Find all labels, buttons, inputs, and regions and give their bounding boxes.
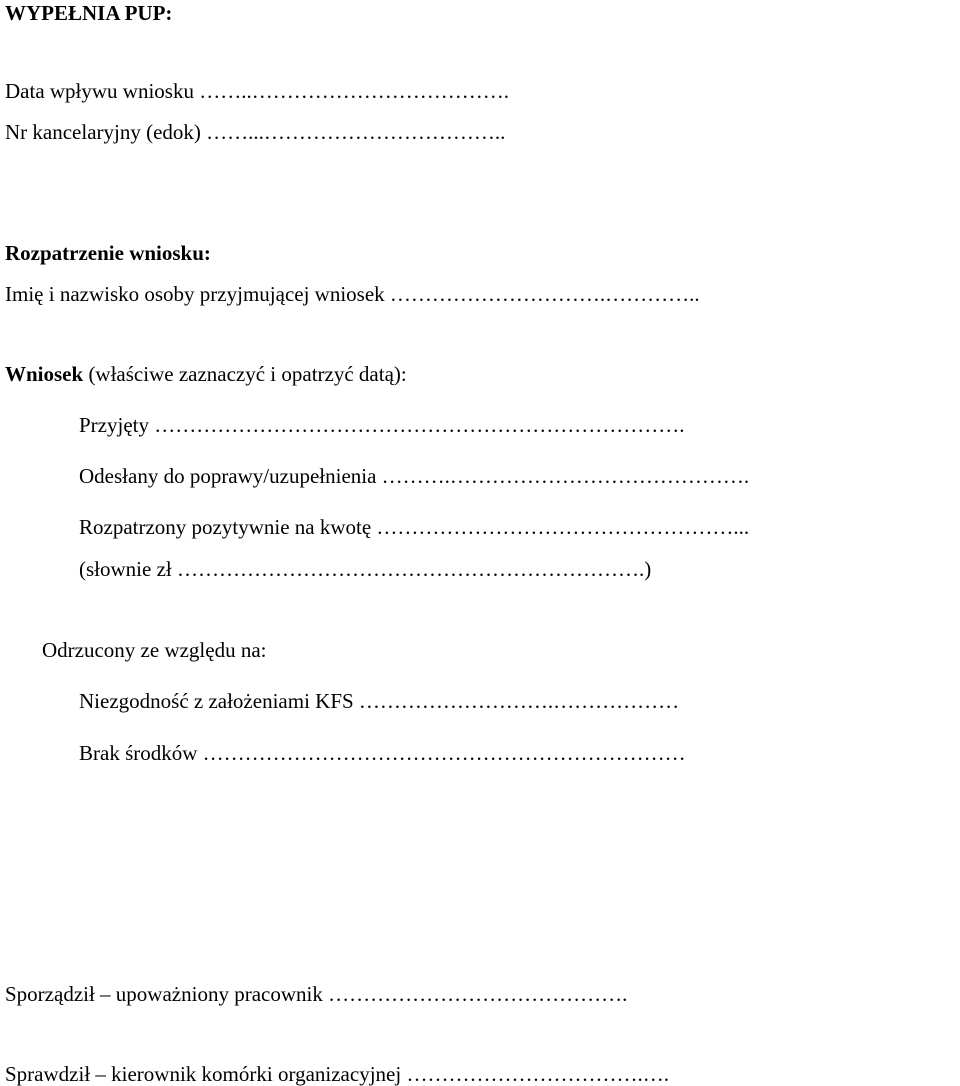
accepted-row bbox=[79, 413, 684, 437]
no-funds-row bbox=[79, 741, 686, 765]
receiver-name-row bbox=[5, 282, 700, 306]
review-title-text: Rozpatrzenie wniosku: bbox=[5, 241, 211, 265]
office-number-label: Nr kancelaryjny (edok) bbox=[5, 120, 201, 144]
office-number-row bbox=[5, 120, 505, 144]
amount-in-words-field[interactable]: ………………………………………………………….) bbox=[176, 557, 652, 581]
approved-row bbox=[79, 515, 749, 539]
office-number-field[interactable]: ……...…………………………….. bbox=[206, 120, 506, 144]
receiver-name-label: Imię i nazwisko osoby przyjmującej wniosek bbox=[5, 282, 385, 306]
rejected-heading-text: Odrzucony ze względu na: bbox=[42, 638, 267, 662]
receiver-name-field[interactable]: ………………………….………….. bbox=[389, 282, 700, 306]
rejected-heading bbox=[42, 638, 267, 662]
amount-in-words-label: (słownie zł bbox=[79, 557, 172, 581]
review-section-title bbox=[5, 241, 211, 265]
prepared-by-row bbox=[5, 982, 627, 1006]
returned-row bbox=[79, 464, 749, 488]
checked-by-label: Sprawdził – kierownik komórki organizacyjnej bbox=[5, 1062, 402, 1086]
returned-field[interactable]: ……….……………………………………. bbox=[381, 464, 750, 488]
mismatch-label: Niezgodność z założeniami KFS bbox=[79, 689, 354, 713]
approved-label: Rozpatrzony pozytywnie na kwotę bbox=[79, 515, 372, 539]
accepted-label: Przyjęty bbox=[79, 413, 149, 437]
prepared-by-label: Sporządził – upoważniony pracownik bbox=[5, 982, 323, 1006]
approved-amount-field[interactable]: ……………………………………………... bbox=[376, 515, 750, 539]
checked-by-field[interactable]: …………………………….…. bbox=[406, 1062, 669, 1086]
decision-heading-bold: Wniosek bbox=[5, 362, 84, 386]
decision-heading-rest: (właściwe zaznaczyć i opatrzyć datą): bbox=[83, 362, 407, 386]
no-funds-field[interactable]: …………………………………………………………… bbox=[202, 741, 686, 765]
amount-in-words-row bbox=[79, 557, 651, 581]
mismatch-row bbox=[79, 689, 679, 713]
receipt-date-field[interactable]: ……..………………………………. bbox=[199, 79, 509, 103]
section-title-text: WYPEŁNIA PUP: bbox=[5, 1, 173, 25]
receipt-date-label: Data wpływu wniosku bbox=[5, 79, 194, 103]
accepted-field[interactable]: …………………………………………………………………. bbox=[154, 413, 685, 437]
no-funds-label: Brak środków bbox=[79, 741, 198, 765]
form-section-title bbox=[5, 1, 172, 25]
decision-heading bbox=[5, 362, 407, 386]
checked-by-row bbox=[5, 1062, 669, 1086]
returned-label: Odesłany do poprawy/uzupełnienia bbox=[79, 464, 377, 488]
receipt-date-row bbox=[5, 79, 509, 103]
mismatch-field[interactable]: ……………………….……………… bbox=[358, 689, 680, 713]
prepared-by-field[interactable]: ……………………………………. bbox=[328, 982, 628, 1006]
